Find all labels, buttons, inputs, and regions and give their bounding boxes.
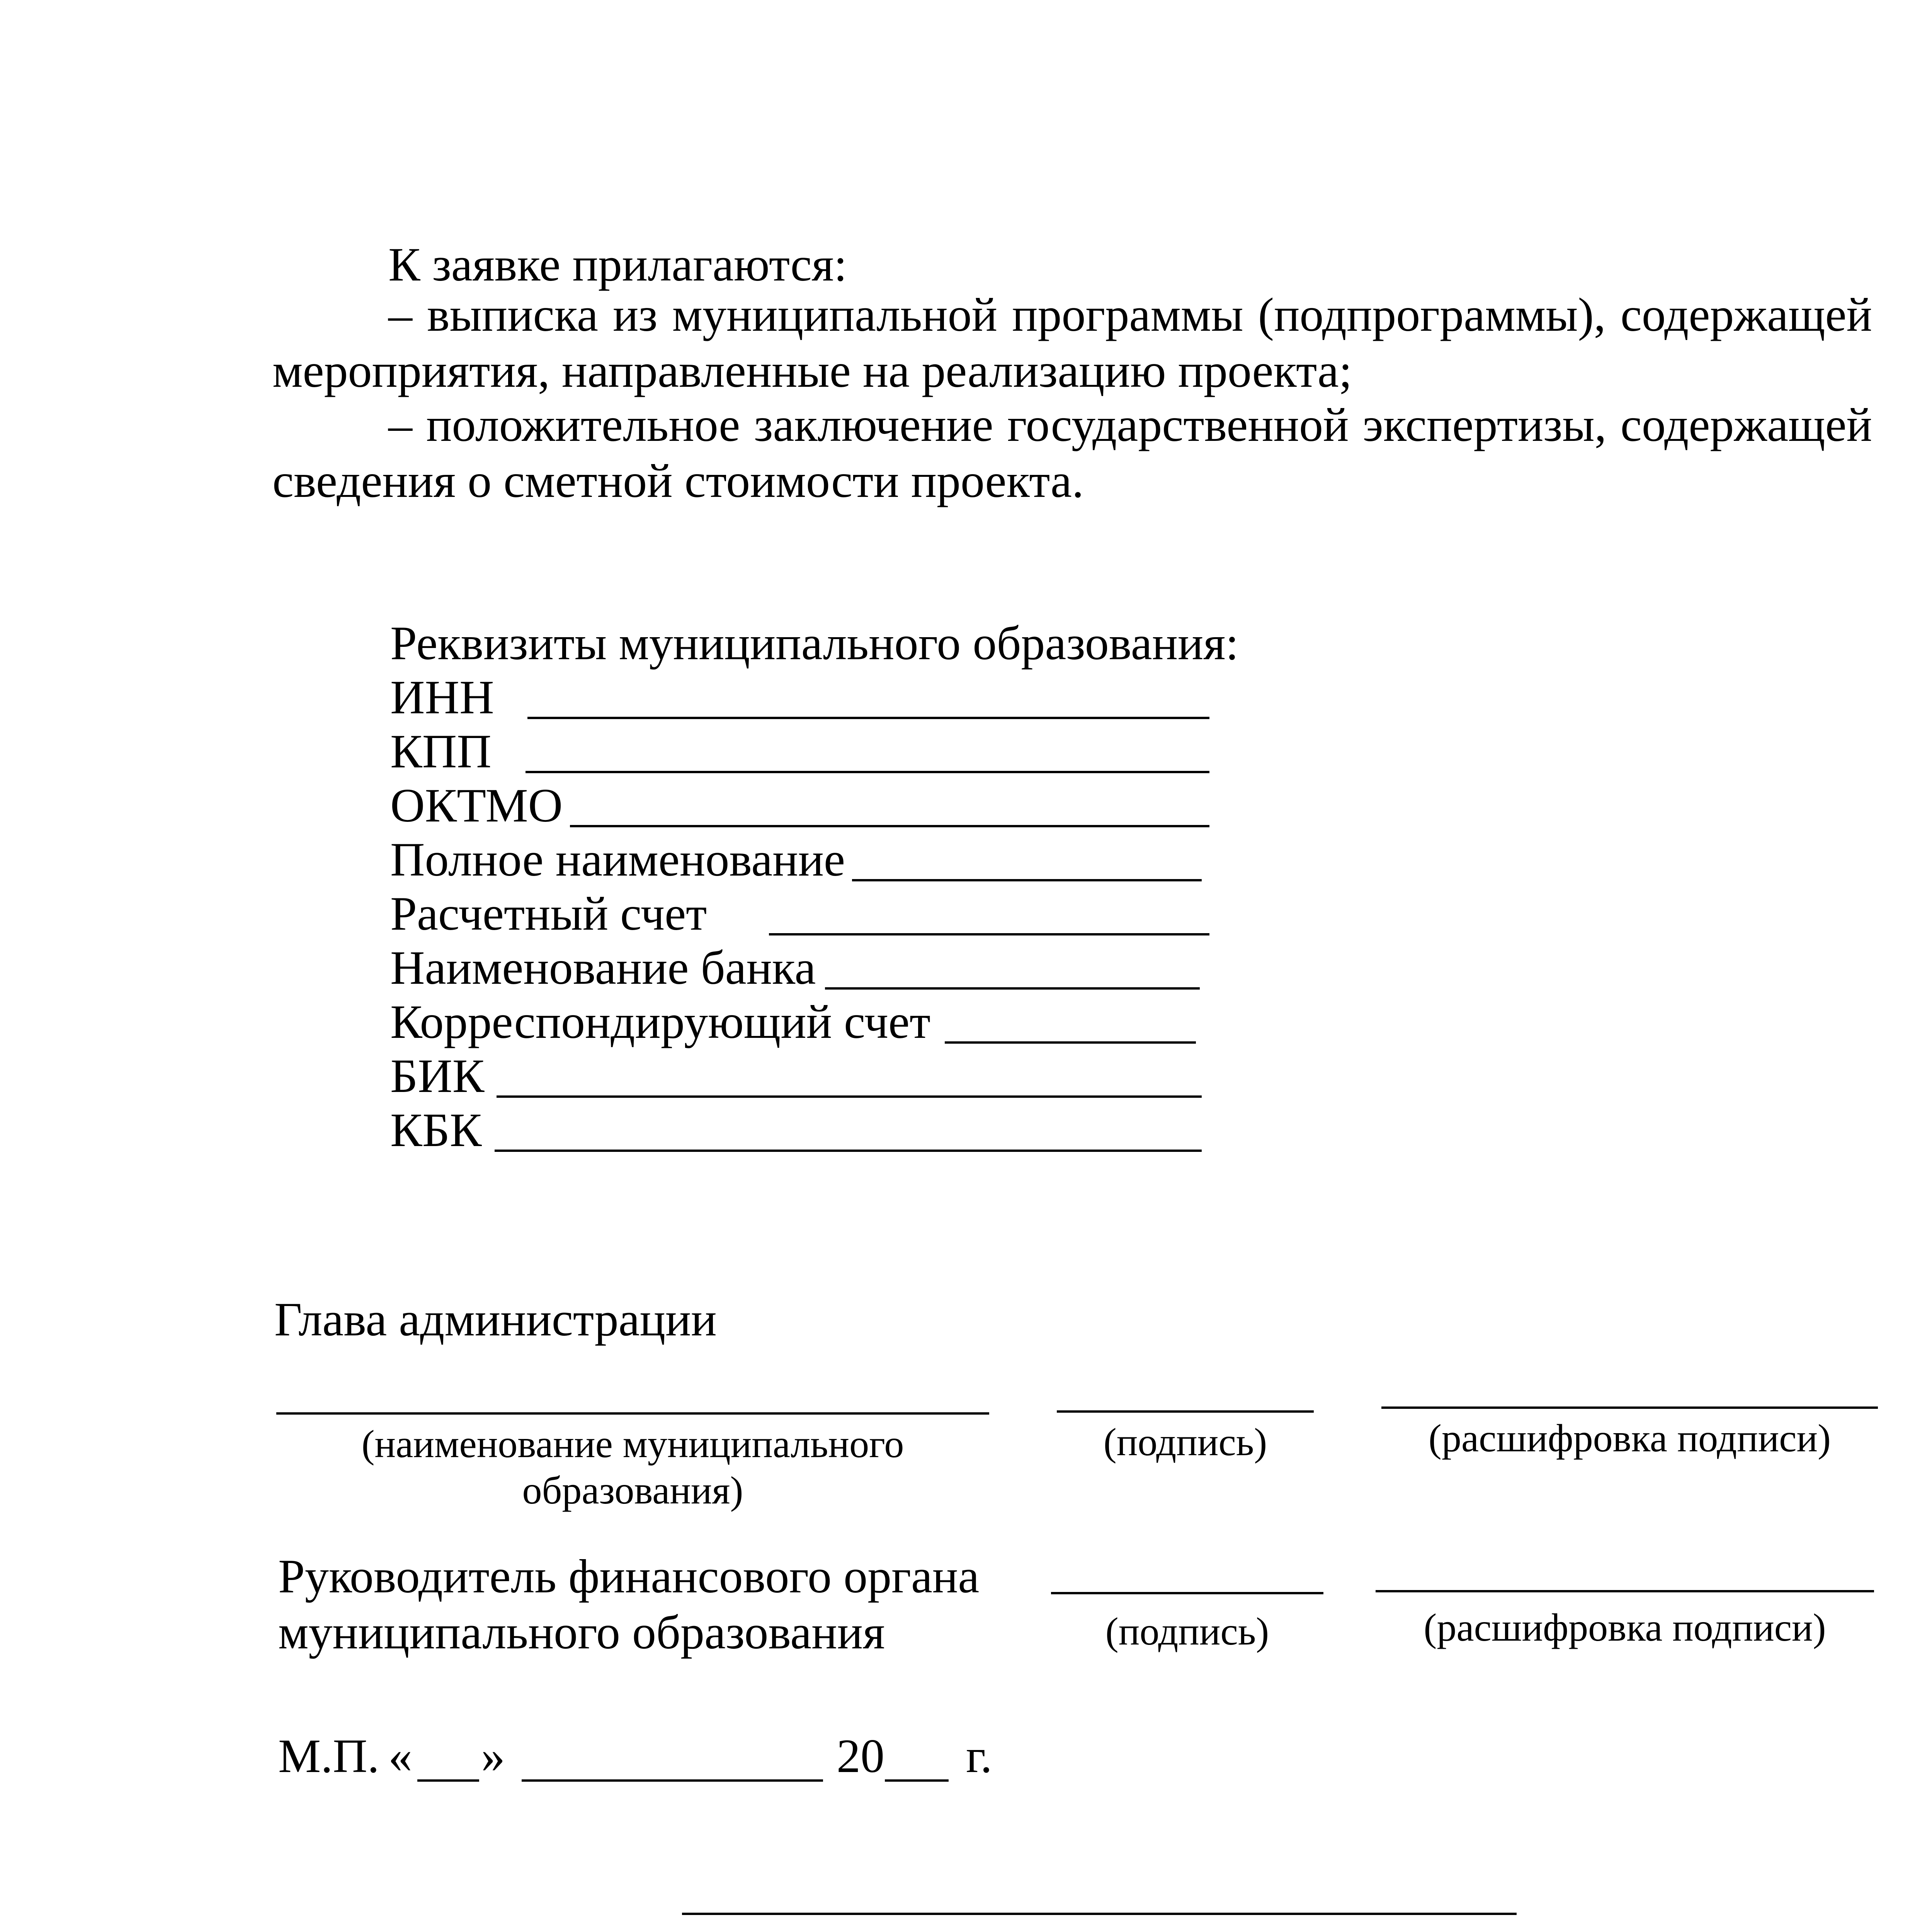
year-suffix: г.: [966, 1730, 992, 1782]
requisite-label-oktmo: ОКТМО: [390, 779, 563, 832]
requisite-label-kpp: КПП: [390, 725, 492, 778]
caption-head-signature: (подпись): [1103, 1420, 1267, 1464]
attachment-item-1-line-2: мероприятия, направленные на реализацию проекта;: [272, 344, 1352, 397]
requisites-heading: Реквизиты муниципального образования:: [390, 617, 1239, 670]
requisite-blank-bank-name[interactable]: [825, 987, 1200, 990]
caption-head-signature-decoding: (расшифровка подписи): [1428, 1417, 1831, 1460]
requisite-blank-inn[interactable]: [527, 717, 1209, 719]
requisite-label-corr-account: Корреспондирующий счет: [390, 995, 931, 1048]
requisite-blank-account[interactable]: [769, 933, 1209, 935]
municipality-name-blank[interactable]: [276, 1412, 989, 1415]
document-end-separator: [682, 1913, 1517, 1915]
requisite-label-bank-name: Наименование банка: [390, 941, 816, 994]
year-prefix: 20: [837, 1730, 884, 1782]
caption-municipality-line-1: (наименование муниципального: [361, 1422, 904, 1466]
finance-head-title-line-2: муниципального образования: [278, 1606, 885, 1659]
caption-finance-signature: (подпись): [1105, 1610, 1269, 1653]
finance-head-title-line-1: Руководитель финансового органа: [278, 1550, 980, 1603]
attachment-item-2-line-1: – положительное заключение государственной экспертизы, содержащей: [388, 398, 1872, 451]
finance-signature-decoding-blank[interactable]: [1376, 1590, 1874, 1592]
month-blank[interactable]: [522, 1779, 823, 1782]
requisite-label-bik: БИК: [390, 1049, 485, 1102]
head-signature-decoding-blank[interactable]: [1381, 1406, 1878, 1409]
date-open-quote: «: [388, 1730, 412, 1782]
year-blank[interactable]: [885, 1779, 949, 1782]
requisite-blank-corr-account[interactable]: [945, 1041, 1196, 1044]
finance-signature-blank[interactable]: [1051, 1592, 1323, 1594]
attachments-heading: К заявке прилагаются:: [388, 238, 847, 291]
requisite-label-kbk: КБК: [390, 1104, 482, 1156]
head-signature-blank[interactable]: [1057, 1410, 1314, 1413]
day-blank[interactable]: [417, 1779, 479, 1782]
requisite-blank-kpp[interactable]: [526, 771, 1209, 773]
requisite-label-full-name: Полное наименование: [390, 833, 845, 886]
caption-municipality-line-2: образования): [522, 1469, 743, 1512]
requisite-blank-oktmo[interactable]: [570, 825, 1209, 827]
stamp-place-label: М.П.: [278, 1730, 379, 1782]
attachment-item-1-line-1: – выписка из муниципальной программы (подпрограммы), содержащей: [388, 288, 1872, 341]
requisite-blank-bik[interactable]: [497, 1095, 1202, 1098]
requisite-label-inn: ИНН: [390, 671, 494, 724]
requisite-blank-full-name[interactable]: [852, 879, 1202, 881]
attachment-item-2-line-2: сведения о сметной стоимости проекта.: [272, 454, 1084, 507]
caption-finance-signature-decoding: (расшифровка подписи): [1423, 1606, 1826, 1650]
date-close-quote: »: [481, 1730, 505, 1782]
requisite-blank-kbk[interactable]: [495, 1150, 1202, 1152]
requisite-label-account: Расчетный счет: [390, 887, 707, 940]
head-of-administration-title: Глава администрации: [274, 1293, 717, 1346]
